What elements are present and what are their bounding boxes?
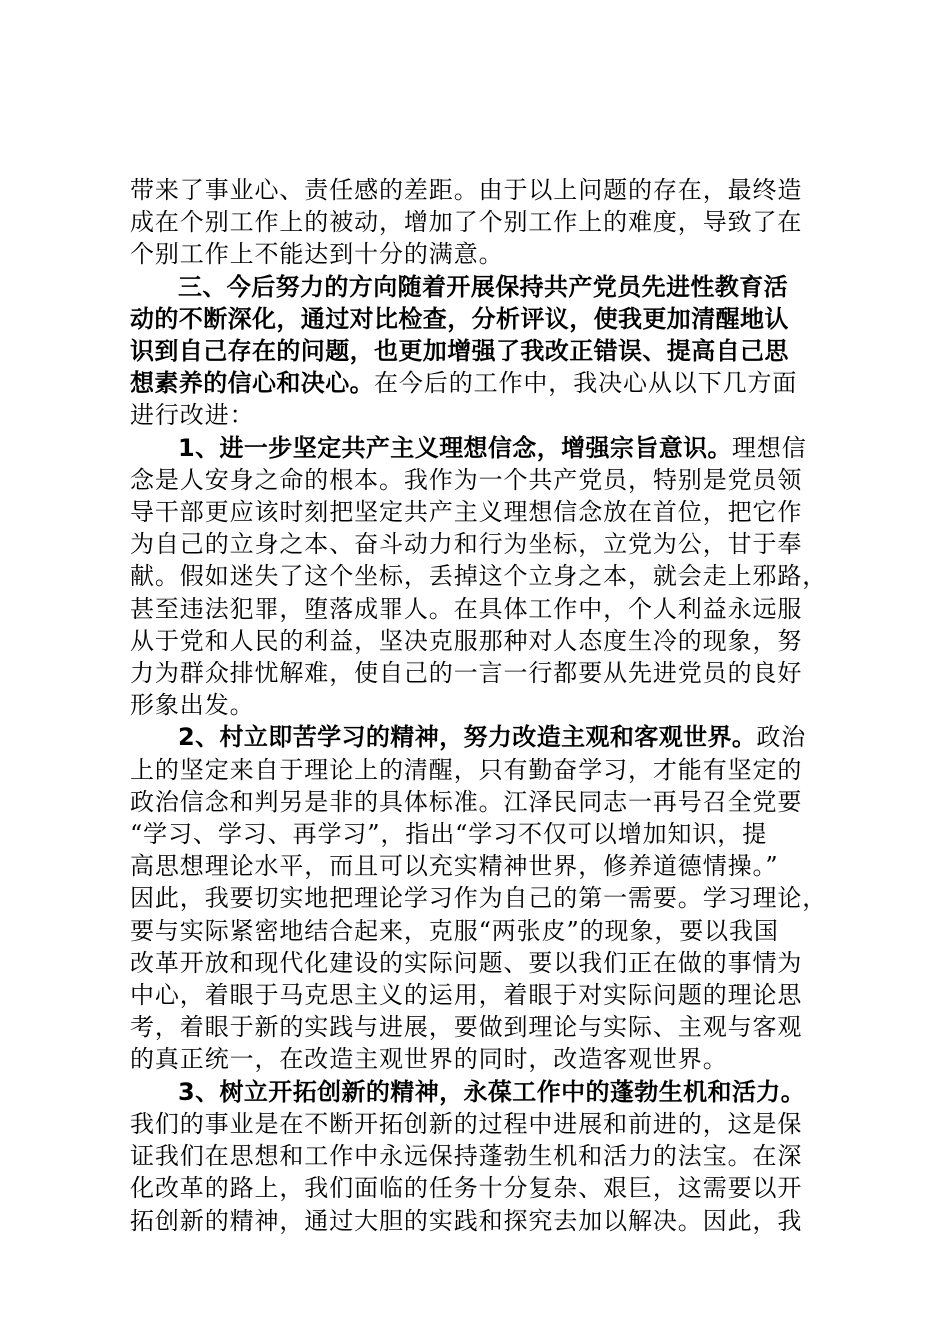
item-3-paragraph	[130, 1076, 830, 1237]
text-line: 因此，我要切实地把理论学习作为自己的第一需要。学习理论，	[130, 884, 828, 913]
text-line: 导干部更应该时刻把坚定共产主义理想信念放在首位，把它作	[130, 498, 803, 527]
section-heading-line: 三、今后努力的方向随着开展保持共产党员先进性教育活	[178, 272, 788, 301]
document-body	[130, 174, 830, 1237]
text-line: 拓创新的精神，通过大胆的实践和探究去加以解决。因此，我	[130, 1206, 803, 1235]
paragraph-1	[130, 174, 830, 271]
section-heading-line: 识到自己存在的问题，也更加增强了我改正错误、提高自己思	[130, 337, 789, 366]
text-line: 高思想理论水平，而且可以充实精神世界，修养道德情操。”	[130, 852, 779, 881]
text-line: 个别工作上不能达到十分的满意。	[130, 240, 504, 269]
text-line: 中心，着眼于马克思主义的运用，着眼于对实际问题的理论思	[130, 981, 803, 1010]
text-line: 进行改进：	[130, 401, 255, 430]
section-heading-line: 想素养的信心和决心。	[130, 369, 374, 398]
item-1-heading: 1、进一步坚定共产主义理想信念，增强宗旨意识。	[178, 433, 732, 462]
text-line: 献。假如迷失了这个坐标，丢掉这个立身之本，就会走上邪路，	[130, 562, 828, 591]
text-line: 考，着眼于新的实践与进展，要做到理论与实际、主观与客观	[130, 1013, 803, 1042]
text-line: 在今后的工作中，我决心从以下几方面	[374, 369, 798, 398]
text-line: 证我们在思想和工作中永远保持蓬勃生机和活力的法宝。在深	[130, 1142, 803, 1171]
item-2-paragraph	[130, 721, 830, 1075]
text-line: 成在个别工作上的被动，增加了个别工作上的难度，导致了在	[130, 208, 803, 237]
item-3-heading: 3、树立开拓创新的精神，永葆工作中的蓬勃生机和活力。	[178, 1077, 806, 1106]
text-line: 形象出发。	[130, 691, 255, 720]
text-line: 政治信念和判另是非的具体标准。江泽民同志一再号召全党要	[130, 787, 803, 816]
item-2-heading: 2、村立即苦学习的精神，努力改造主观和客观世界。	[178, 723, 757, 752]
section-heading-line: 动的不断深化，通过对比检查，分析评议，使我更加清醒地认	[130, 304, 789, 333]
text-line: 要与实际紧密地结合起来，克服“两张皮”的现象，要以我国	[130, 916, 779, 945]
text-line: 带来了事业心、责任感的差距。由于以上问题的存在，最终造	[130, 176, 803, 204]
text-line: 化改革的路上，我们面临的任务十分复杂、艰巨，这需要以开	[130, 1174, 803, 1203]
item-1-paragraph	[130, 432, 830, 722]
text-line: 为自己的立身之本、奋斗动力和行为坐标，立党为公，甘于奉	[130, 530, 803, 559]
text-line: 我们的事业是在不断开拓创新的过程中进展和前进的，这是保	[130, 1109, 803, 1138]
text-line: 从于党和人民的利益，坚决克服那种对人态度生冷的现象，努	[130, 626, 803, 655]
text-line: 改革开放和现代化建设的实际问题、要以我们正在做的事情为	[130, 948, 803, 977]
text-line: 政治	[756, 723, 807, 752]
text-line: 理想信	[731, 433, 807, 462]
section-three-paragraph	[130, 271, 830, 432]
text-line: 力为群众排忧解难，使自己的一言一行都要从先进党员的良好	[130, 659, 803, 688]
text-line: 上的坚定来自于理论上的清醒，只有勤奋学习，才能有坚定的	[130, 755, 803, 784]
text-line: 的真正统一，在改造主观世界的同时，改造客观世界。	[130, 1045, 728, 1074]
text-line: 甚至违法犯罪，堕落成罪人。在具体工作中，个人利益永远服	[130, 594, 803, 623]
text-line: 念是人安身之命的根本。我作为一个共产党员，特别是党员领	[130, 465, 803, 494]
text-line: “学习、学习、再学习”，指出“学习不仅可以增加知识，提	[130, 820, 768, 849]
